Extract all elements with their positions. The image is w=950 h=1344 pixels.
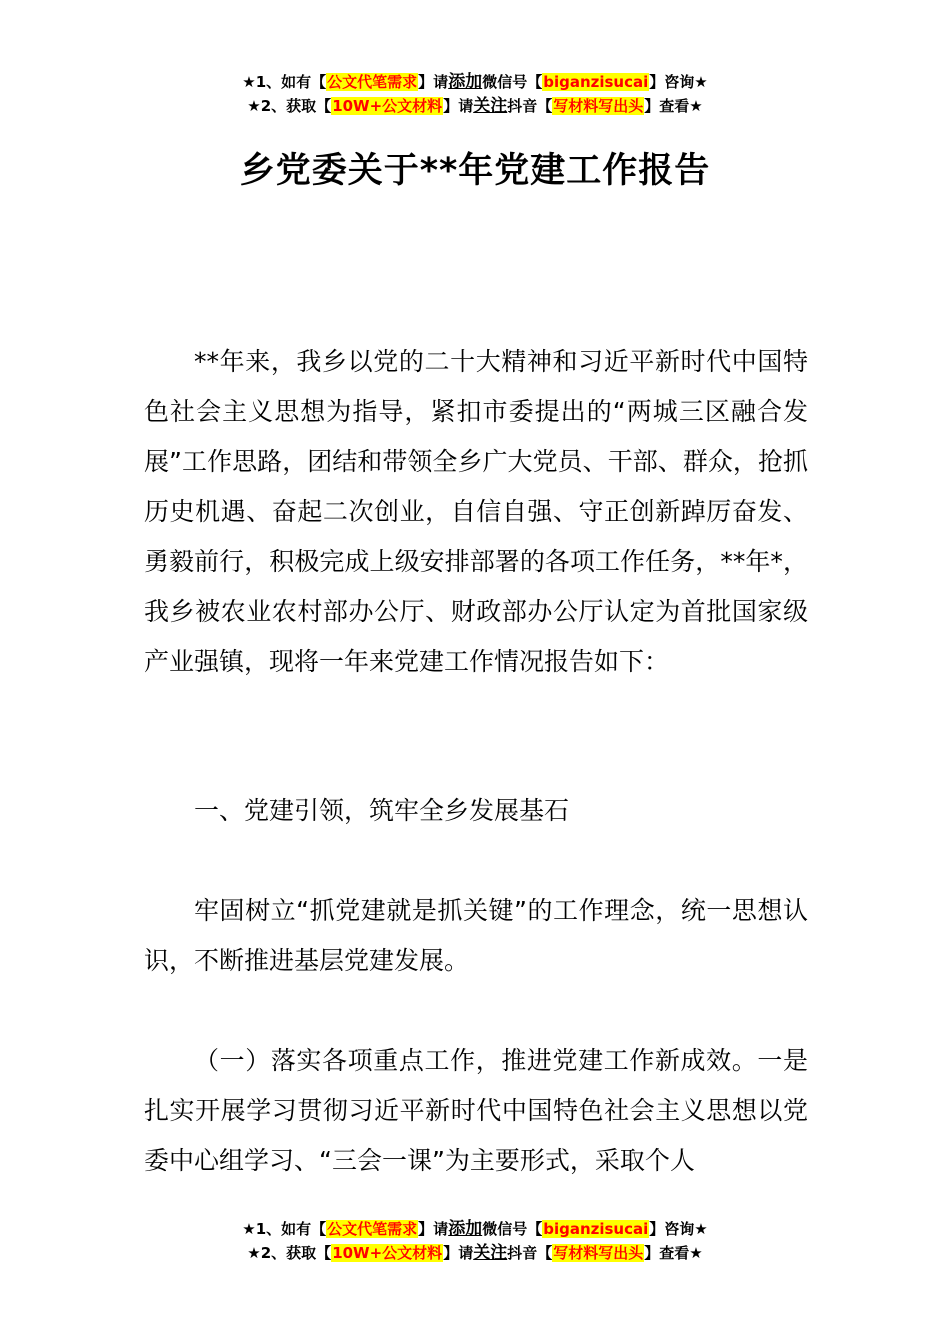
- promo-line-1-mid: 】请: [418, 73, 449, 91]
- paragraph-section-1-intro: 牢固树立“抓党建就是抓关键”的工作理念，统一思想认识，不断推进基层党建发展。: [144, 896, 808, 975]
- promo-line-2-mid: 】请: [443, 97, 474, 115]
- promo-line-2-suffix: 】查看★: [644, 97, 703, 115]
- promo-underline-add: 添加: [448, 72, 483, 92]
- promo-line-2-bottom: [0, 1241, 950, 1265]
- promo-line-1-mid2: 微信号【: [482, 73, 543, 91]
- promo-line-2-suffix: 】查看★: [644, 1244, 703, 1262]
- promo-line-2-mid2: 抖音【: [507, 1244, 553, 1262]
- promo-line-1: [0, 70, 950, 94]
- promo-highlight-materials: 10W+公文材料: [332, 1244, 443, 1262]
- promo-line-1-mid2: 微信号【: [482, 1220, 543, 1238]
- promo-banner-bottom: [0, 1217, 950, 1265]
- document-title: 乡党委关于**年党建工作报告: [239, 151, 711, 191]
- paragraph-subsection-1: （一）落实各项重点工作，推进党建工作新成效。一是扎实开展学习贯彻习近平新时代中国特色社会主义思想以党委中心组学习、“三会一课”为主要形式，采取个人: [144, 1046, 808, 1175]
- promo-highlight-douyin-id: 写材料写出头: [553, 1244, 644, 1262]
- promo-highlight-service: 公文代笔需求: [327, 73, 418, 91]
- promo-line-2-mid2: 抖音【: [507, 97, 553, 115]
- promo-line-1-prefix: ★1、如有【: [242, 1220, 327, 1238]
- promo-underline-follow: 关注: [473, 96, 508, 116]
- promo-underline-add: 添加: [448, 1219, 483, 1239]
- promo-underline-follow: 关注: [473, 1243, 508, 1263]
- promo-line-1-bottom: [0, 1217, 950, 1241]
- promo-line-2-prefix: ★2、获取【: [247, 97, 332, 115]
- promo-line-2: [0, 94, 950, 118]
- promo-highlight-materials: 10W+公文材料: [332, 97, 443, 115]
- promo-highlight-service: 公文代笔需求: [327, 1220, 418, 1238]
- paragraph-intro: **年来，我乡以党的二十大精神和习近平新时代中国特色社会主义思想为指导，紧扣市委提出的“两城三区融合发展”工作思路，团结和带领全乡广大党员、干部、群众，抢抓历史机遇、奋起二次创业，自信自强、守正创新踔厉奋发、勇毅前行，积极完成上级安排部署的各项工作任务，**年*，我乡被农业农村部办公厅、财政部办公厅认定为首批国家级产业强镇，现将一年来党建工作情况报告如下：: [144, 347, 808, 676]
- promo-highlight-douyin-id: 写材料写出头: [553, 97, 644, 115]
- section-heading-1: 一、党建引领，筑牢全乡发展基石: [194, 796, 570, 825]
- promo-line-1-prefix: ★1、如有【: [242, 73, 327, 91]
- promo-banner-top: [0, 70, 950, 118]
- promo-line-1-suffix: 】咨询★: [649, 1220, 708, 1238]
- promo-highlight-wechat-id: biganzisucai: [543, 1220, 649, 1238]
- promo-line-2-prefix: ★2、获取【: [247, 1244, 332, 1262]
- promo-line-1-suffix: 】咨询★: [649, 73, 708, 91]
- promo-line-1-mid: 】请: [418, 1220, 449, 1238]
- promo-line-2-mid: 】请: [443, 1244, 474, 1262]
- promo-highlight-wechat-id: biganzisucai: [543, 73, 649, 91]
